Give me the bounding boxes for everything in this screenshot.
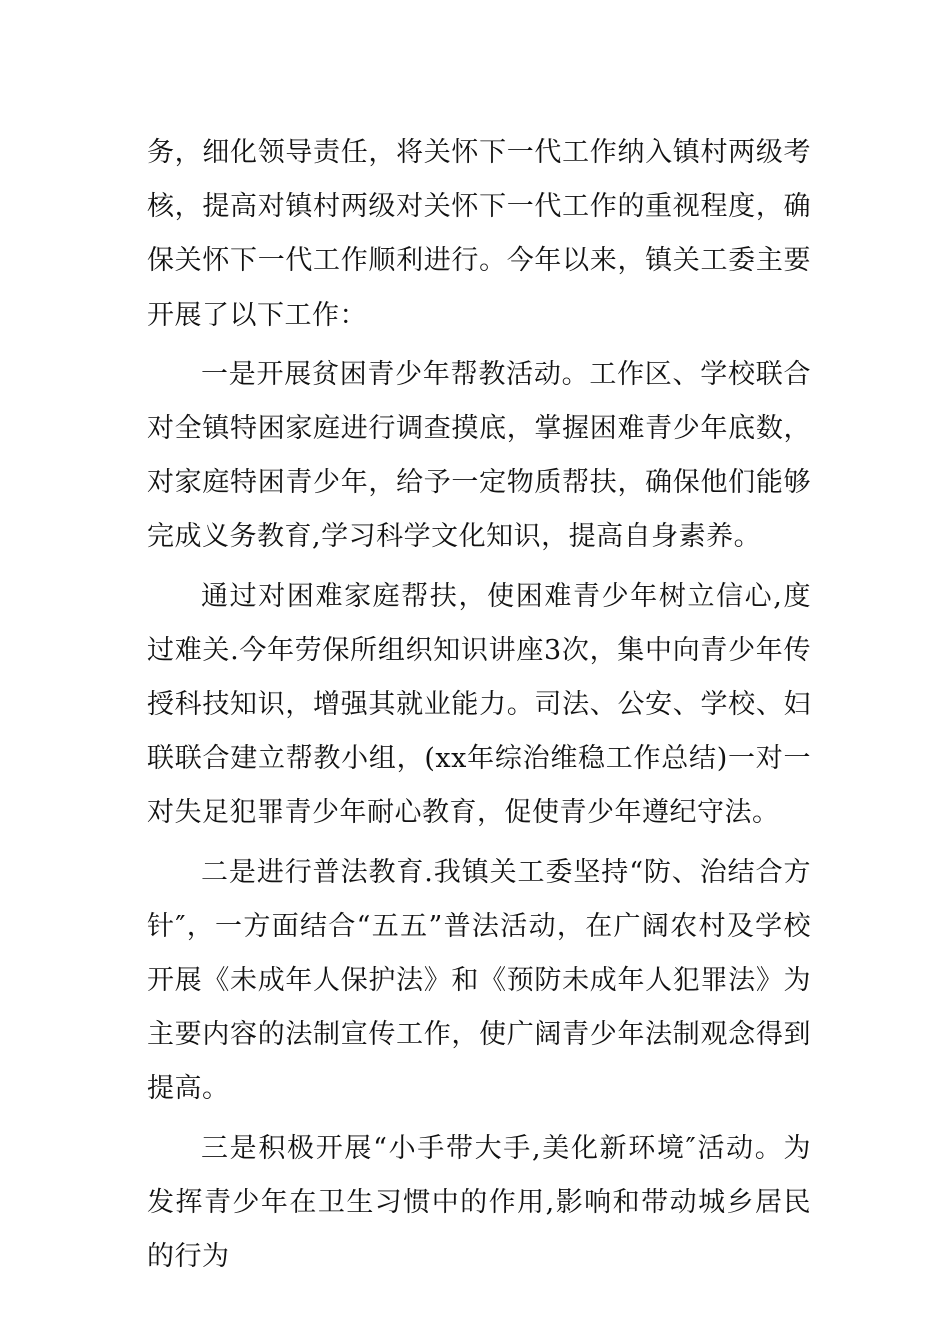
paragraph-environment-activity: 三是积极开展“小手带大手,美化新环境″活动。为发挥青少年在卫生习惯中的作用,影响和带动城乡居民的行为 xyxy=(147,1132,811,1273)
paragraph-poverty-assistance: 一是开展贫困青少年帮教活动。工作区、学校联合对全镇特困家庭进行调查摸底，掌握困难青少年底数，对家庭特困青少年，给予一定物质帮扶，确保他们能够完成义务教育,学习科学文化知识，提高自身素养。 xyxy=(147,358,811,553)
paragraph-continuation: 务，细化领导责任，将关怀下一代工作纳入镇村两级考核，提高对镇村两级对关怀下一代工作的重视程度，确保关怀下一代工作顺利进行。今年以来，镇关工委主要开展了以下工作： xyxy=(147,137,811,331)
document-body xyxy=(147,126,811,1289)
paragraph-family-support: 通过对困难家庭帮扶，使困难青少年树立信心,度过难关.今年劳保所组织知识讲座3次，集中向青少年传授科技知识，增强其就业能力。司法、公安、学校、妇联联合建立帮教小组，(xx年综治维稳工作总结)一对一对失足犯罪青少年耐心教育，促使青少年遵纪守法。 xyxy=(147,580,811,829)
paragraph-legal-education: 二是进行普法教育.我镇关工委坚持“防、治结合方针″，一方面结合“五五”普法活动，在广阔农村及学校开展《未成年人保护法》和《预防未成年人犯罪法》为主要内容的法制宣传工作，使广阔青少年法制观念得到提高。 xyxy=(147,856,811,1105)
